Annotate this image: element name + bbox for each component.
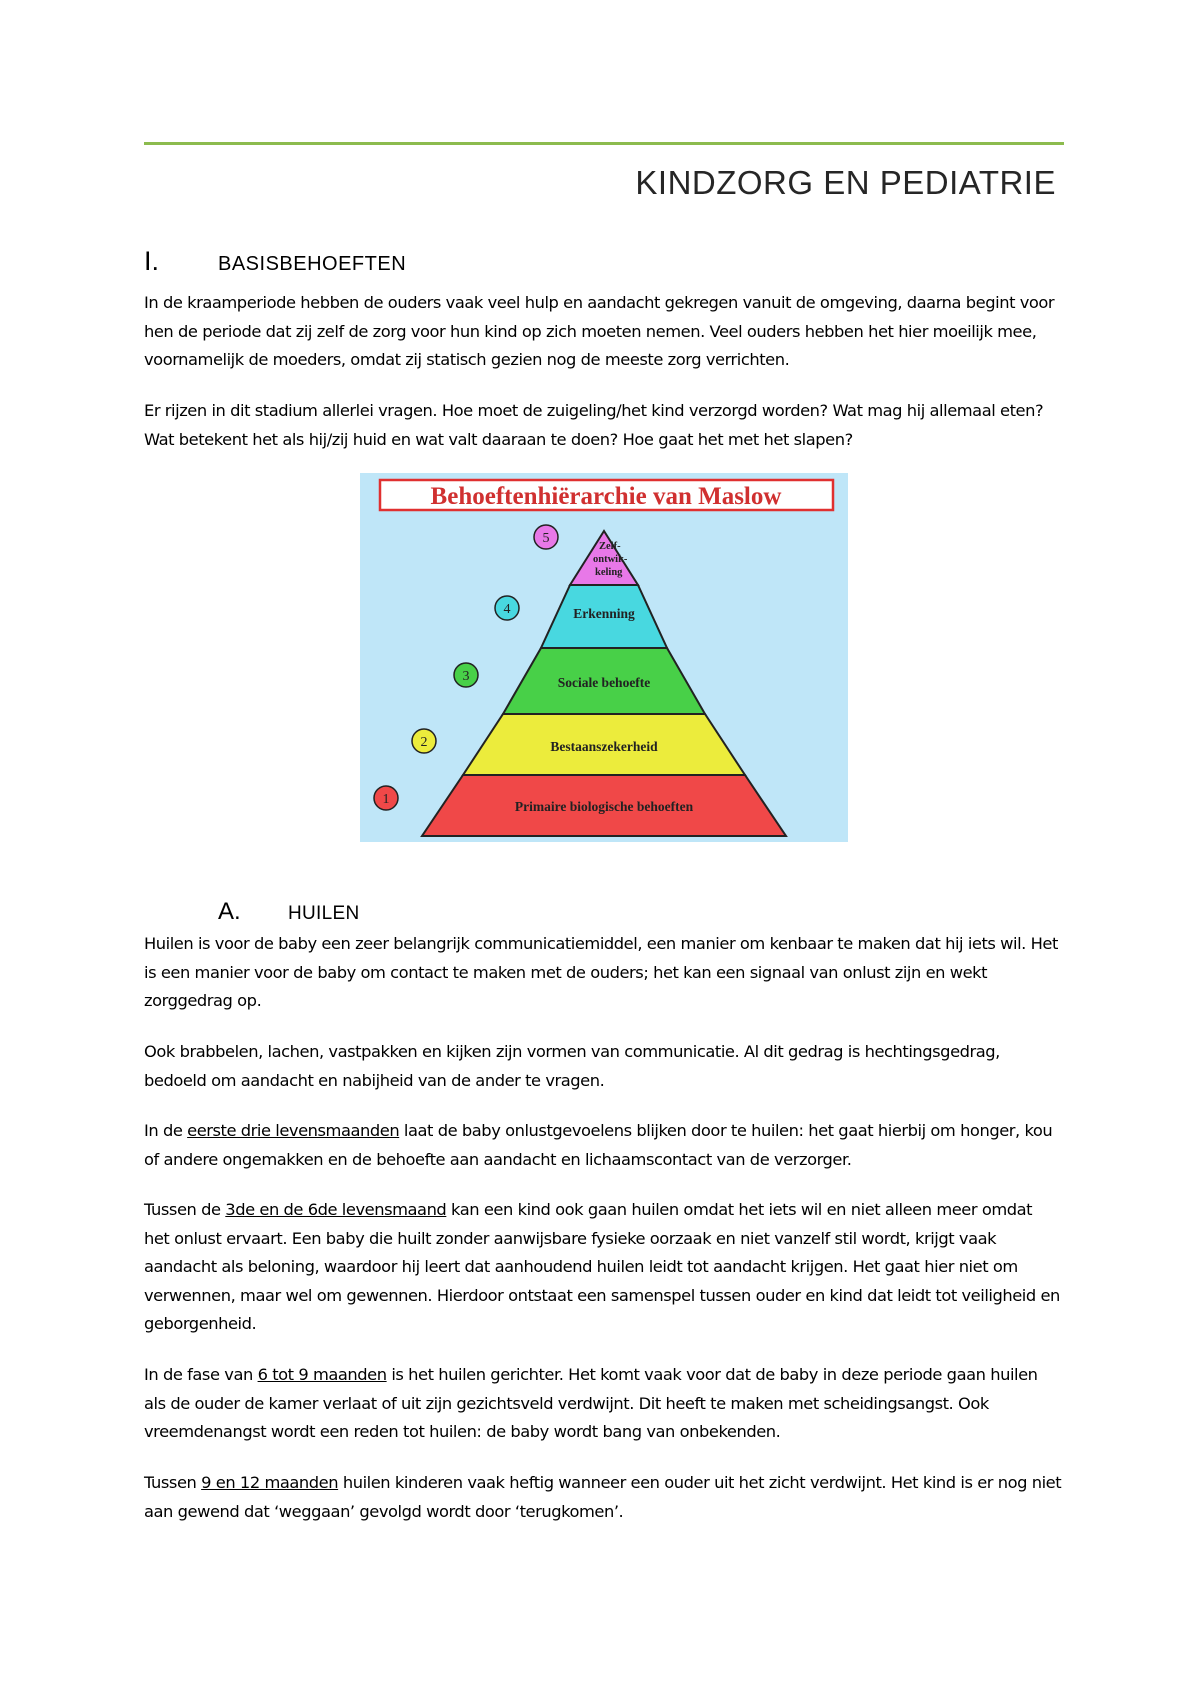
section-heading-basisbehoeften — [144, 246, 406, 277]
document-title: KINDZORG EN PEDIATRIE — [635, 164, 1056, 201]
underlined-term: 3de en de 6de levensmaand — [225, 1200, 447, 1219]
level-2-label: Bestaanszekerheid — [550, 739, 658, 754]
figure-title: Behoeftenhiërarchie van Maslow — [430, 483, 782, 510]
section-number: I. — [144, 246, 160, 276]
level-1-number: 1 — [382, 792, 390, 807]
underlined-term: 9 en 12 maanden — [201, 1473, 339, 1492]
paragraph-eerste-drie-maanden: In de eerste drie levensmaanden laat de baby onlustgevoelens blijken door te huilen: het gaat hierbij om honger, kou of andere ongemakken en de behoefte aan aandacht en lichaamscontact van de verzorger. — [144, 1121, 1053, 1169]
level-3-label: Sociale behoefte — [557, 675, 651, 690]
header-rule — [144, 142, 1064, 145]
section-title: BASISBEHOEFTEN — [218, 253, 407, 275]
subsection-title: HUILEN — [288, 903, 360, 924]
level-1-label: Primaire biologische behoeften — [514, 799, 694, 814]
paragraph-vragen: Er rijzen in dit stadium allerlei vragen. Hoe moet de zuigeling/het kind verzorgd worden? Wat mag hij allemaal eten? Wat betekent het als hij/zij huid en wat valt daaraan te doen? Hoe gaat het met het slapen? — [144, 401, 1044, 449]
underlined-term: 6 tot 9 maanden — [257, 1365, 387, 1384]
section-heading-huilen — [218, 898, 359, 926]
maslow-pyramid-figure — [360, 473, 848, 842]
paragraph-huilen-communicatie: Huilen is voor de baby een zeer belangrijk communicatiemiddel, een manier om kenbaar te maken dat hij iets wil. Het is een manier voor de baby om contact te maken met de ouders; het kan een signaal van onlust zijn en wekt zorggedrag op. — [144, 934, 1058, 1011]
level-4-number: 4 — [503, 602, 511, 617]
paragraph-6-tot-9-maanden: In de fase van 6 tot 9 maanden is het huilen gerichter. Het komt vaak voor dat de baby in deze periode gaan huilen als de ouder de kamer verlaat of uit zijn gezichtsveld verdwijnt. Dit heeft te maken met scheidingsangst. Ook vreemdenangst wordt een reden tot huilen: de baby wordt bang van onbekenden. — [144, 1365, 1038, 1442]
paragraph-3de-6de-maand: Tussen de 3de en de 6de levensmaand kan een kind ook gaan huilen omdat het iets wil en niet alleen meer omdat het onlust ervaart. Een baby die huilt zonder aanwijsbare fysieke oorzaak en niet vanzelf stil wordt, krijgt vaak aandacht als beloning, waardoor hij leert dat aanhoudend huilen leidt tot aandacht krijgen. Het gaat hier niet om verwennen, maar wel om gewennen. Hierdoor ontstaat een samenspel tussen ouder en kind dat leidt tot veiligheid en geborgenheid. — [144, 1200, 1060, 1334]
subsection-number: A. — [218, 898, 241, 925]
underlined-term: eerste drie levensmaanden — [187, 1121, 400, 1140]
level-5-label-line2: ontwik- — [593, 554, 628, 565]
paragraph-9-en-12-maanden: Tussen 9 en 12 maanden huilen kinderen vaak heftig wanneer een ouder uit het zicht verdwijnt. Het kind is er nog niet aan gewend dat ‘weggaan’ gevolgd wordt door ‘terugkomen’. — [144, 1473, 1062, 1521]
level-5-label-line3: keling — [595, 567, 623, 578]
level-2-number: 2 — [420, 735, 428, 750]
level-4-label: Erkenning — [573, 606, 635, 621]
paragraph-kraamperiode: In de kraamperiode hebben de ouders vaak veel hulp en aandacht gekregen vanuit de omgeving, daarna begint voor hen de periode dat zij zelf de zorg voor hun kind op zich moeten nemen. Veel ouders hebben het hier moeilijk mee, voornamelijk de moeders, omdat zij statisch gezien nog de meeste zorg verrichten. — [144, 293, 1055, 370]
level-3-number: 3 — [462, 669, 470, 684]
paragraph-hechtingsgedrag: Ook brabbelen, lachen, vastpakken en kijken zijn vormen van communicatie. Al dit gedrag is hechtingsgedrag, bedoeld om aandacht en nabijheid van de ander te vragen. — [144, 1042, 1000, 1090]
level-5-number: 5 — [542, 531, 550, 546]
level-5-label-line1: Zelf- — [599, 541, 621, 552]
